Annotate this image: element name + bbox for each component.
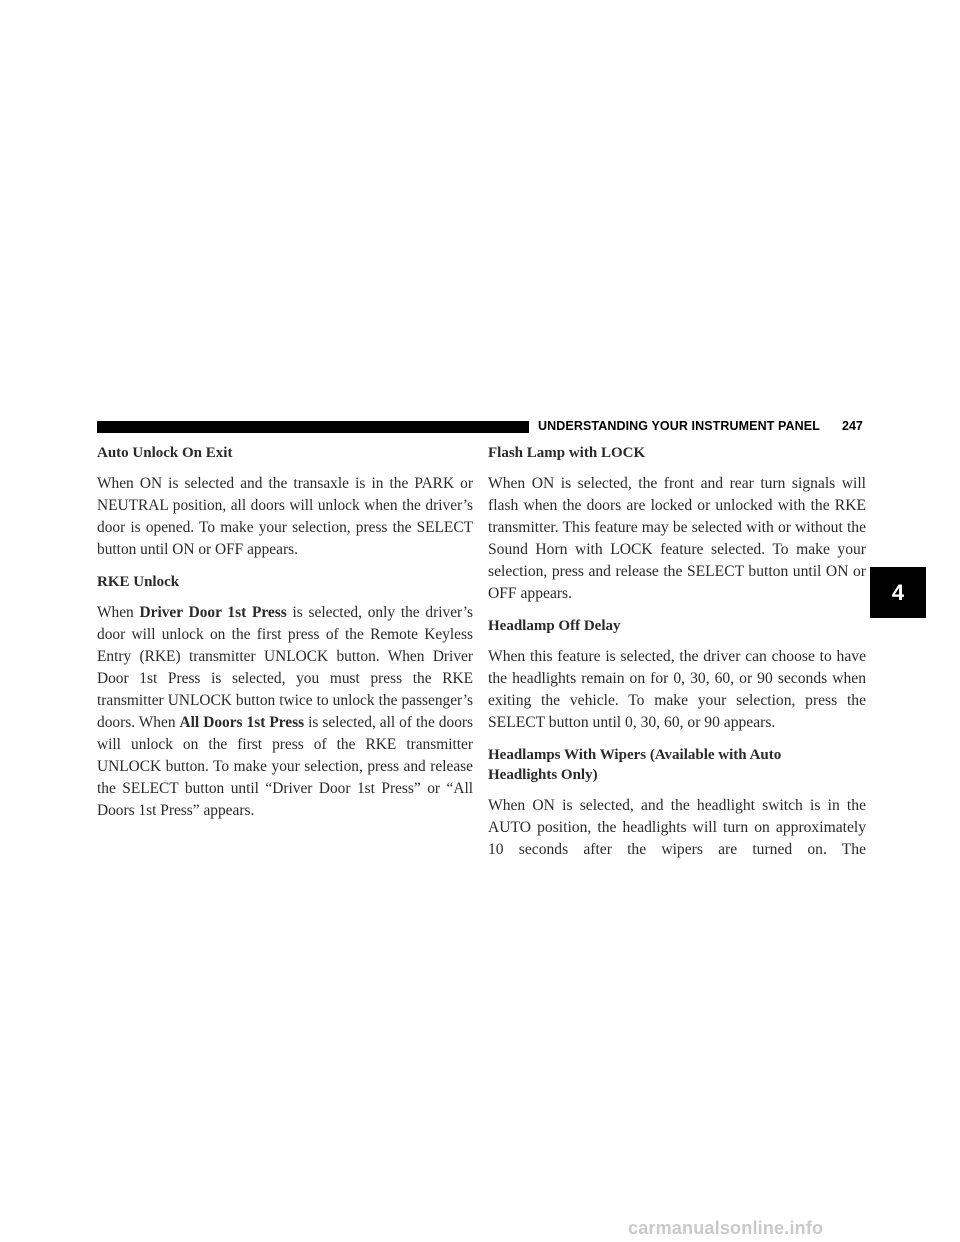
header-rule bbox=[97, 421, 529, 433]
rke-text-1: When bbox=[97, 604, 140, 621]
paragraph-headlamps-with-wipers: When ON is selected, and the headlight switch is in the AUTO position, the headlights will turn on approximately 10 seconds after the wipers are turned on. The bbox=[488, 797, 866, 858]
left-column bbox=[97, 443, 473, 833]
paragraph-auto-unlock-on-exit: When ON is selected and the transaxle is in the PARK or NEUTRAL position, all doors will unlock when the driver’s door is opened. To make your selection, press the SELECT button until ON or OFF appears. bbox=[97, 475, 473, 558]
right-column bbox=[488, 443, 866, 872]
rke-bold-all-doors: All Doors 1st Press bbox=[179, 714, 305, 731]
rke-bold-driver-door: Driver Door 1st Press bbox=[139, 604, 287, 621]
paragraph-headlamp-off-delay: When this feature is selected, the driver can choose to have the headlights remain on for 0, 30, 60, or 90 seconds when exiting the vehicle. To make your selection, press the SELECT button until 0, 30, 60, or 90 appears. bbox=[488, 648, 866, 731]
heading-flash-lamp-with-lock: Flash Lamp with LOCK bbox=[488, 445, 646, 461]
heading-headlamps-with-wipers-line2: Headlights Only) bbox=[488, 767, 598, 783]
paragraph-flash-lamp-with-lock: When ON is selected, the front and rear turn signals will flash when the doors are locked or unlocked with the RKE transmitter. This feature may be selected with or without the Sound Horn with LOCK feature selected. To make your selection, press and release the SELECT button until ON or OFF appears. bbox=[488, 475, 866, 602]
heading-headlamps-with-wipers-line1: Headlamps With Wipers (Available with Auto bbox=[488, 747, 782, 763]
heading-rke-unlock: RKE Unlock bbox=[97, 574, 180, 590]
paragraph-rke-unlock bbox=[97, 602, 473, 822]
rke-text-2: is selected, only the driver’s door will unlock on the first press of the Remote Keyless Entry (RKE) transmitter UNLOCK button. When Driver Door 1st Press is selected, you must press the RKE transmitter UNLOCK button twice to unlock the passenger’s doors. When bbox=[97, 604, 473, 731]
heading-headlamp-off-delay: Headlamp Off Delay bbox=[488, 618, 621, 634]
watermark: carmanualsonline.info bbox=[628, 1218, 824, 1238]
running-header-title: UNDERSTANDING YOUR INSTRUMENT PANEL bbox=[538, 419, 820, 433]
page-number: 247 bbox=[842, 419, 863, 433]
heading-auto-unlock-on-exit: Auto Unlock On Exit bbox=[97, 445, 233, 461]
chapter-tab: 4 bbox=[870, 567, 926, 618]
heading-headlamps-with-wipers bbox=[488, 745, 866, 785]
rke-text-3: is selected, all of the doors will unlock on the first press of the RKE transmitter UNLOCK button. To make your selection, press and release the SELECT button until “Driver Door 1st Press” or “All Doors 1st Press” appears. bbox=[97, 714, 474, 819]
